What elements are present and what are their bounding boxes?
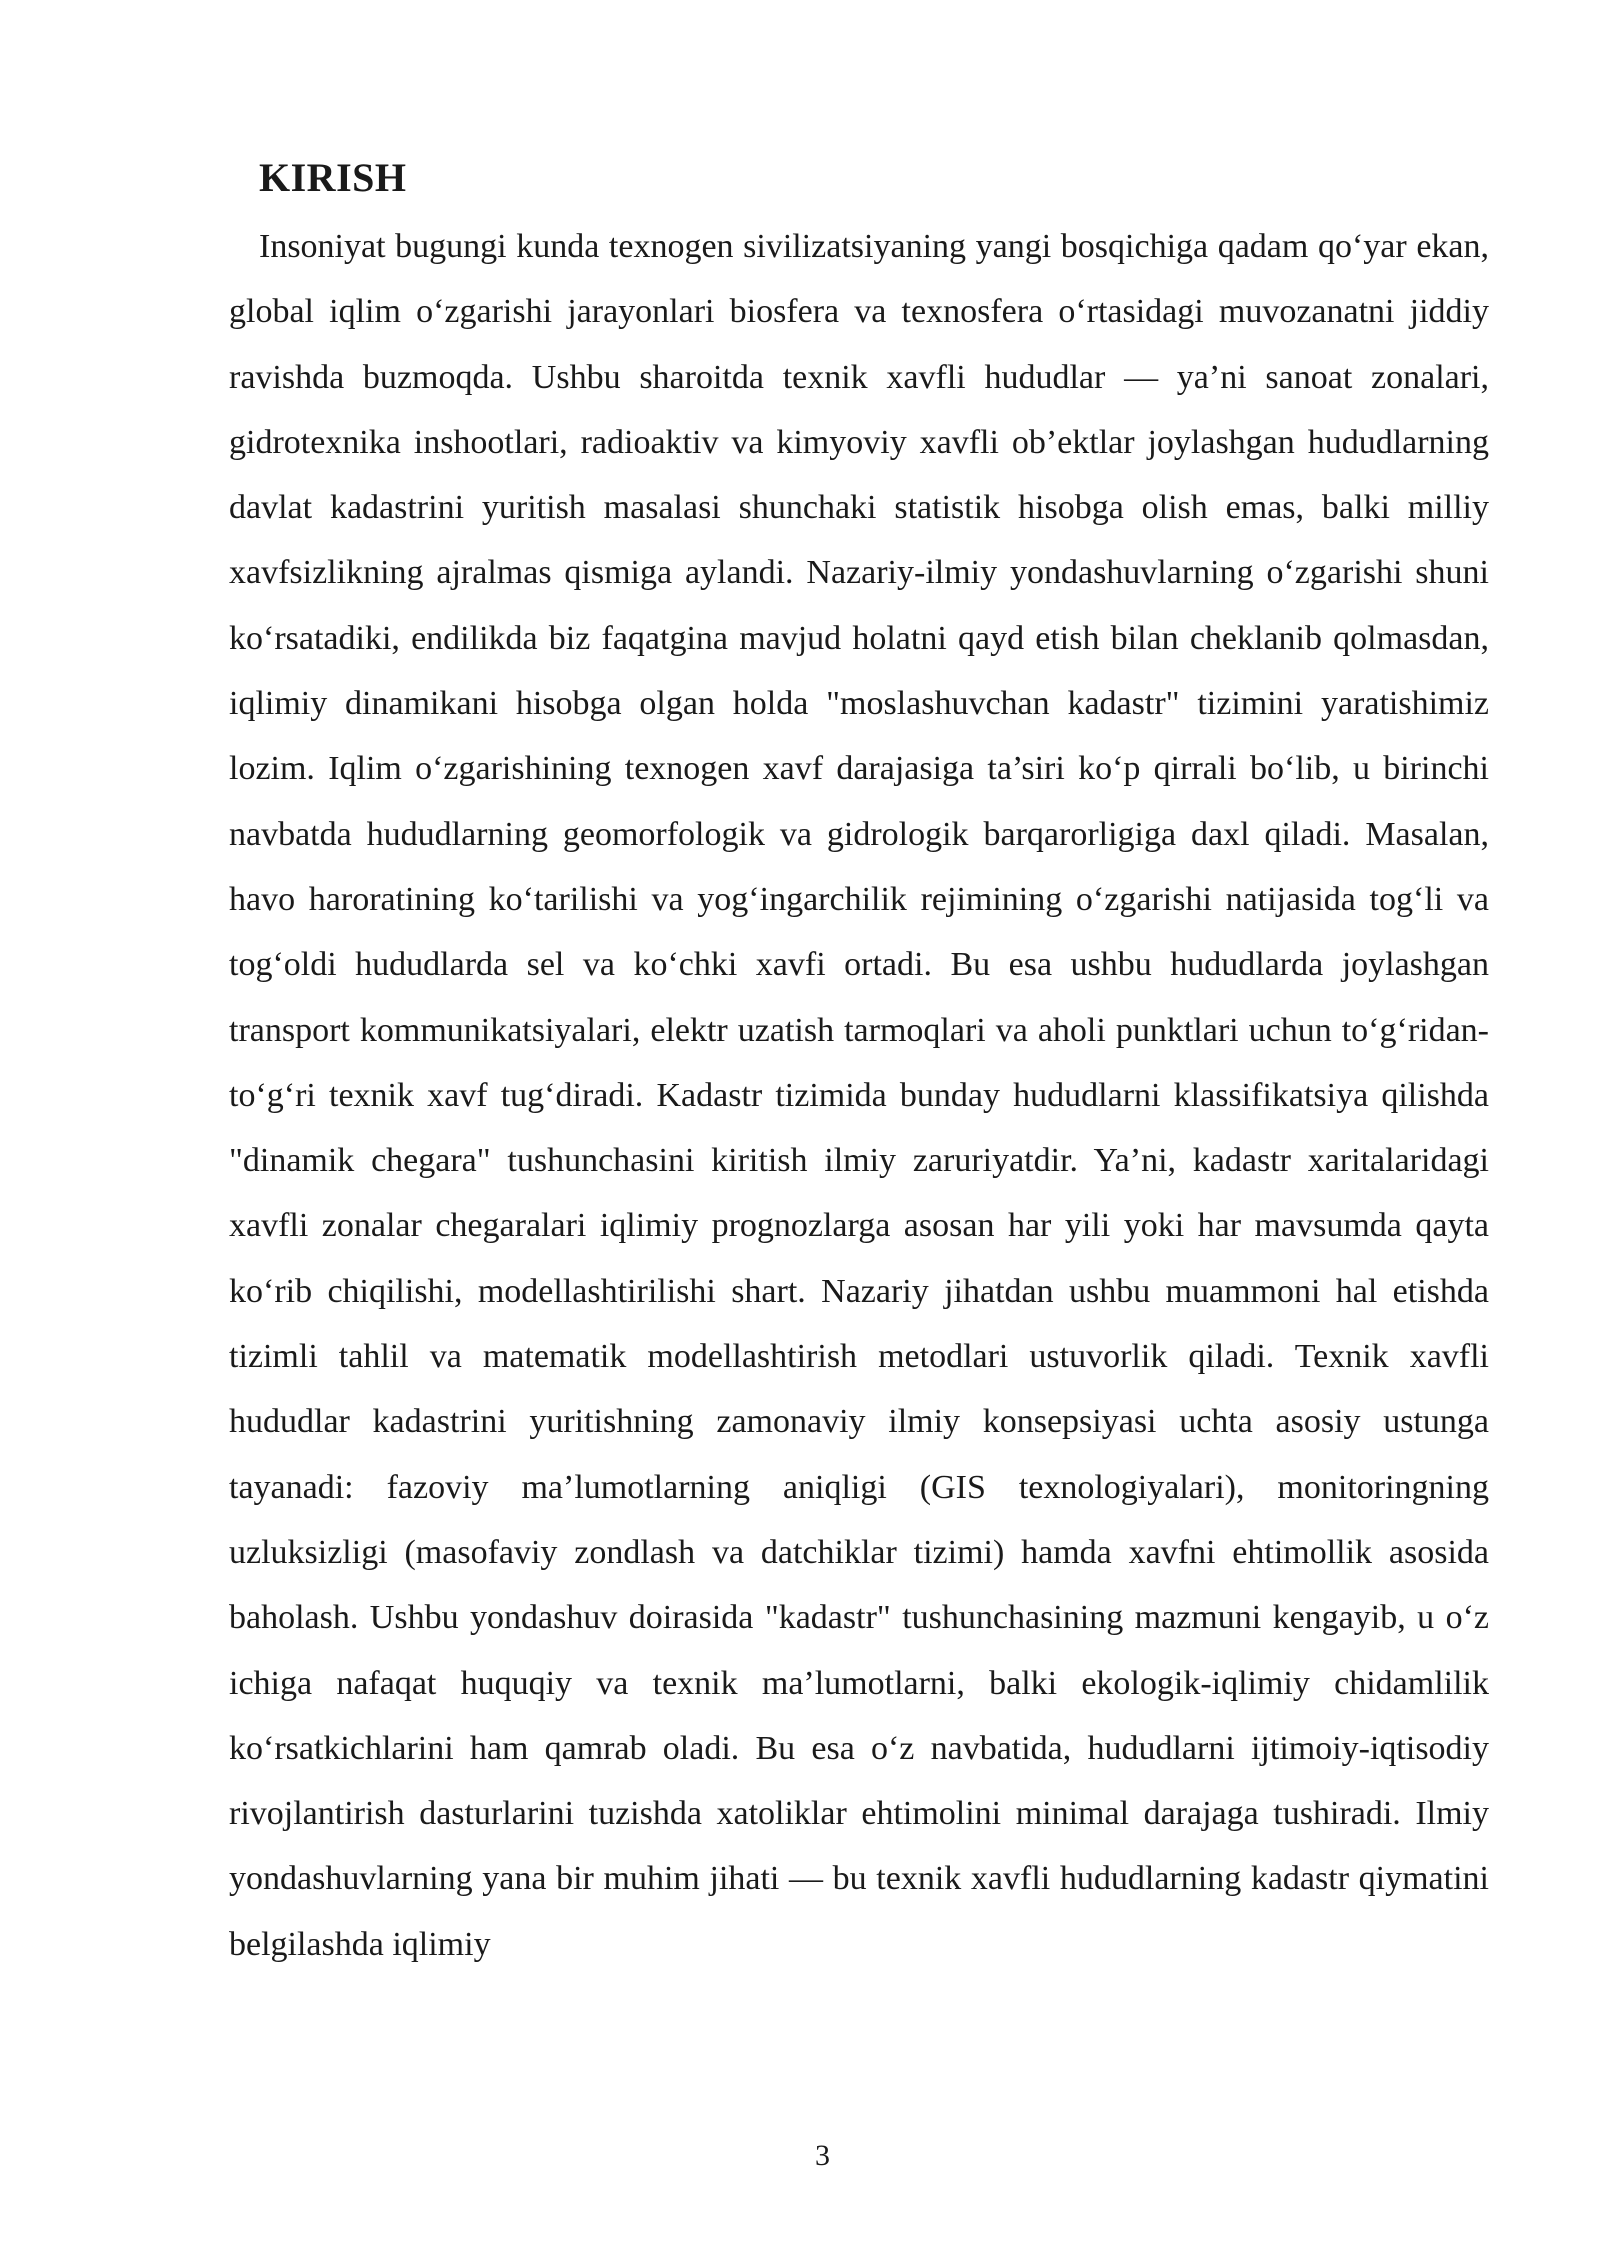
page-number: 3 (815, 2139, 830, 2172)
body-paragraph: Insoniyat bugungi kunda texnogen sivilizatsiyaning yangi bosqichiga qadam qo‘yar ekan, global iqlim o‘zgarishi jarayonlari biosfera va texnosfera o‘rtasidagi muvozanatni jiddiy ravishda buzmoqda. Ushbu sharoitda texnik xavfli hududlar — ya’ni sanoat zonalari, gidrotexnika inshootlari, radioaktiv va kimyoviy xavfli ob’ektlar joylashgan hududlarning davlat kadastrini yuritish masalasi shunchaki statistik hisobga olish emas, balki milliy xavfsizlikning ajralmas qismiga aylandi. Nazariy-ilmiy yondashuvlarning o‘zgarishi shuni ko‘rsatadiki, endilikda biz faqatgina mavjud holatni qayd etish bilan cheklanib qolmasdan, iqlimiy dinamikani hisobga olgan holda "moslashuvchan kadastr" tizimini yaratishimiz lozim. Iqlim o‘zgarishining texnogen xavf darajasiga ta’siri ko‘p qirrali bo‘lib, u birinchi navbatda hududlarning geomorfologik va gidrologik barqarorligiga daxl qiladi. Masalan, havo haroratining ko‘tarilishi va yog‘ingarchilik rejimining o‘zgarishi natijasida tog‘li va tog‘oldi hududlarda sel va ko‘chki xavfi ortadi. Bu esa ushbu hududlarda joylashgan transport kommunikatsiyalari, elektr uzatish tarmoqlari va aholi punktlari uchun to‘g‘ridan-to‘g‘ri texnik xavf tug‘diradi. Kadastr tizimida bunday hududlarni klassifikatsiya qilishda "dinamik chegara" tushunchasini kiritish ilmiy zaruriyatdir. Ya’ni, kadastr xaritalaridagi xavfli zonalar chegaralari iqlimiy prognozlarga asosan har yili yoki har mavsumda qayta ko‘rib chiqilishi, modellashtirilishi shart. Nazariy jihatdan ushbu muammoni hal etishda tizimli tahlil va matematik modellashtirish metodlari ustuvorlik qiladi. Texnik xavfli hududlar kadastrini yuritishning zamonaviy ilmiy konsepsiyasi uchta asosiy ustunga tayanadi: fazoviy ma’lumotlarning aniqligi (GIS texnologiyalari), monitoringning uzluksizligi (masofaviy zondlash va datchiklar tizimi) hamda xavfni ehtimollik asosida baholash. Ushbu yondashuv doirasida "kadastr" tushunchasining mazmuni kengayib, u o‘z ichiga nafaqat huquqiy va texnik ma’lumotlarni, balki ekologik-iqlimiy chidamlilik ko‘rsatkichlarini ham qamrab oladi. Bu esa o‘z navbatida, hududlarni ijtimoiy-iqtisodiy rivojlantirish dasturlarini tuzishda xatoliklar ehtimolini minimal darajaga tushiradi. Ilmiy yondashuvlarning yana bir muhim jihati — bu texnik xavfli hududlarning kadastr qiymatini belgilashda iqlimiy (229, 228, 1489, 1963)
section-heading: KIRISH (259, 155, 407, 200)
document-page (229, 150, 1489, 1977)
